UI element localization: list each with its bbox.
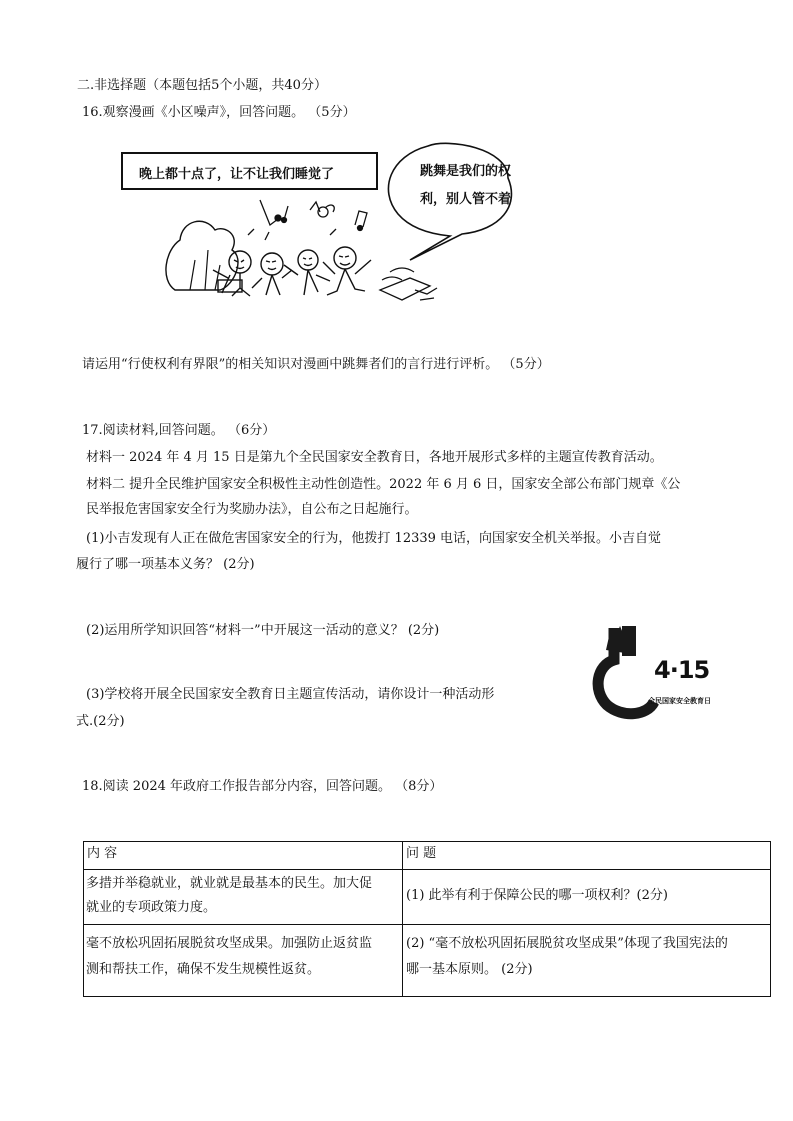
material-2-line2: 民举报危害国家安全行为奖励办法》，自公布之日起施行。 [86,502,418,517]
logo-caption: 全民国家安全教育日 [648,697,711,705]
cartoon-caption: 晚上都十点了，让不让我们睡觉了 [139,167,335,182]
speaker [380,268,437,300]
table-row-2-question-line1: (2) “毫不放松巩固拓展脱贫攻坚成果”体现了我国宪法的 [406,936,728,951]
table-row-1-content-line1: 多措并举稳就业，就业就是最基本的民生。加大促 [86,876,373,891]
table-header-question: 问 题 [406,846,437,861]
question-18-title: 18.阅读 2024 年政府工作报告部分内容，回答问题。 （8分） [82,779,443,794]
bubble-text-line1: 跳舞是我们的权 [420,164,512,179]
table-row-2-content-line2: 测和帮扶工作，确保不发生规模性返贫。 [86,962,321,977]
section-title: 二.非选择题（本题包括5个小题，共40分） [77,78,327,93]
table-row-1-question: (1) 此举有利于保障公民的哪一项权利？(2分) [406,888,668,903]
material-1: 材料一 2024 年 4 月 15 日是第九个全民国家安全教育日，各地开展形式多样的主题宣传教育活动。 [86,450,663,465]
sub-question-1-line2: 履行了哪一项基本义务？ (2分) [76,557,255,572]
table-header-content: 内 容 [87,846,118,861]
sub-question-3-line2: 式.(2分) [76,714,125,729]
report-table [83,841,771,997]
question-16-prompt: 请运用“行使权利有界限”的相关知识对漫画中跳舞者们的言行进行评析。 （5分） [82,357,550,372]
logo-number: 4·15 [654,656,710,684]
material-2-line1: 材料二 提升全民维护国家安全积极性主动性创造性。2022 年 6 月 6 日，国家安全部公布部门规章《公 [86,477,681,492]
sub-question-2: (2)运用所学知识回答“材料一”中开展这一活动的意义？ (2分) [86,623,440,638]
table-row-2-content-line1: 毫不放松巩固拓展脱贫攻坚成果。加强防止返贫监 [86,936,373,951]
question-17-title: 17.阅读材料,回答问题。 （6分） [82,423,276,438]
sub-question-1-line1: (1)小吉发现有人正在做危害国家安全的行为，他拨打 12339 电话，向国家安全机关举报。小吉自觉 [86,531,662,546]
bubble-text-line2: 利，别人管不着 [420,192,512,207]
cartoon-illustration [120,140,590,310]
table-row-2-question-line2: 哪一基本原则。 (2分) [406,962,533,977]
table-row-1-content-line2: 就业的专项政策力度。 [86,900,217,915]
question-16-title: 16.观察漫画《小区噪声》，回答问题。 （5分） [82,105,356,120]
sub-question-3-line1: (3)学校将开展全民国家安全教育日主题宣传活动，请你设计一种活动形 [86,687,495,702]
security-day-logo [592,620,712,720]
music-notes [248,200,367,240]
